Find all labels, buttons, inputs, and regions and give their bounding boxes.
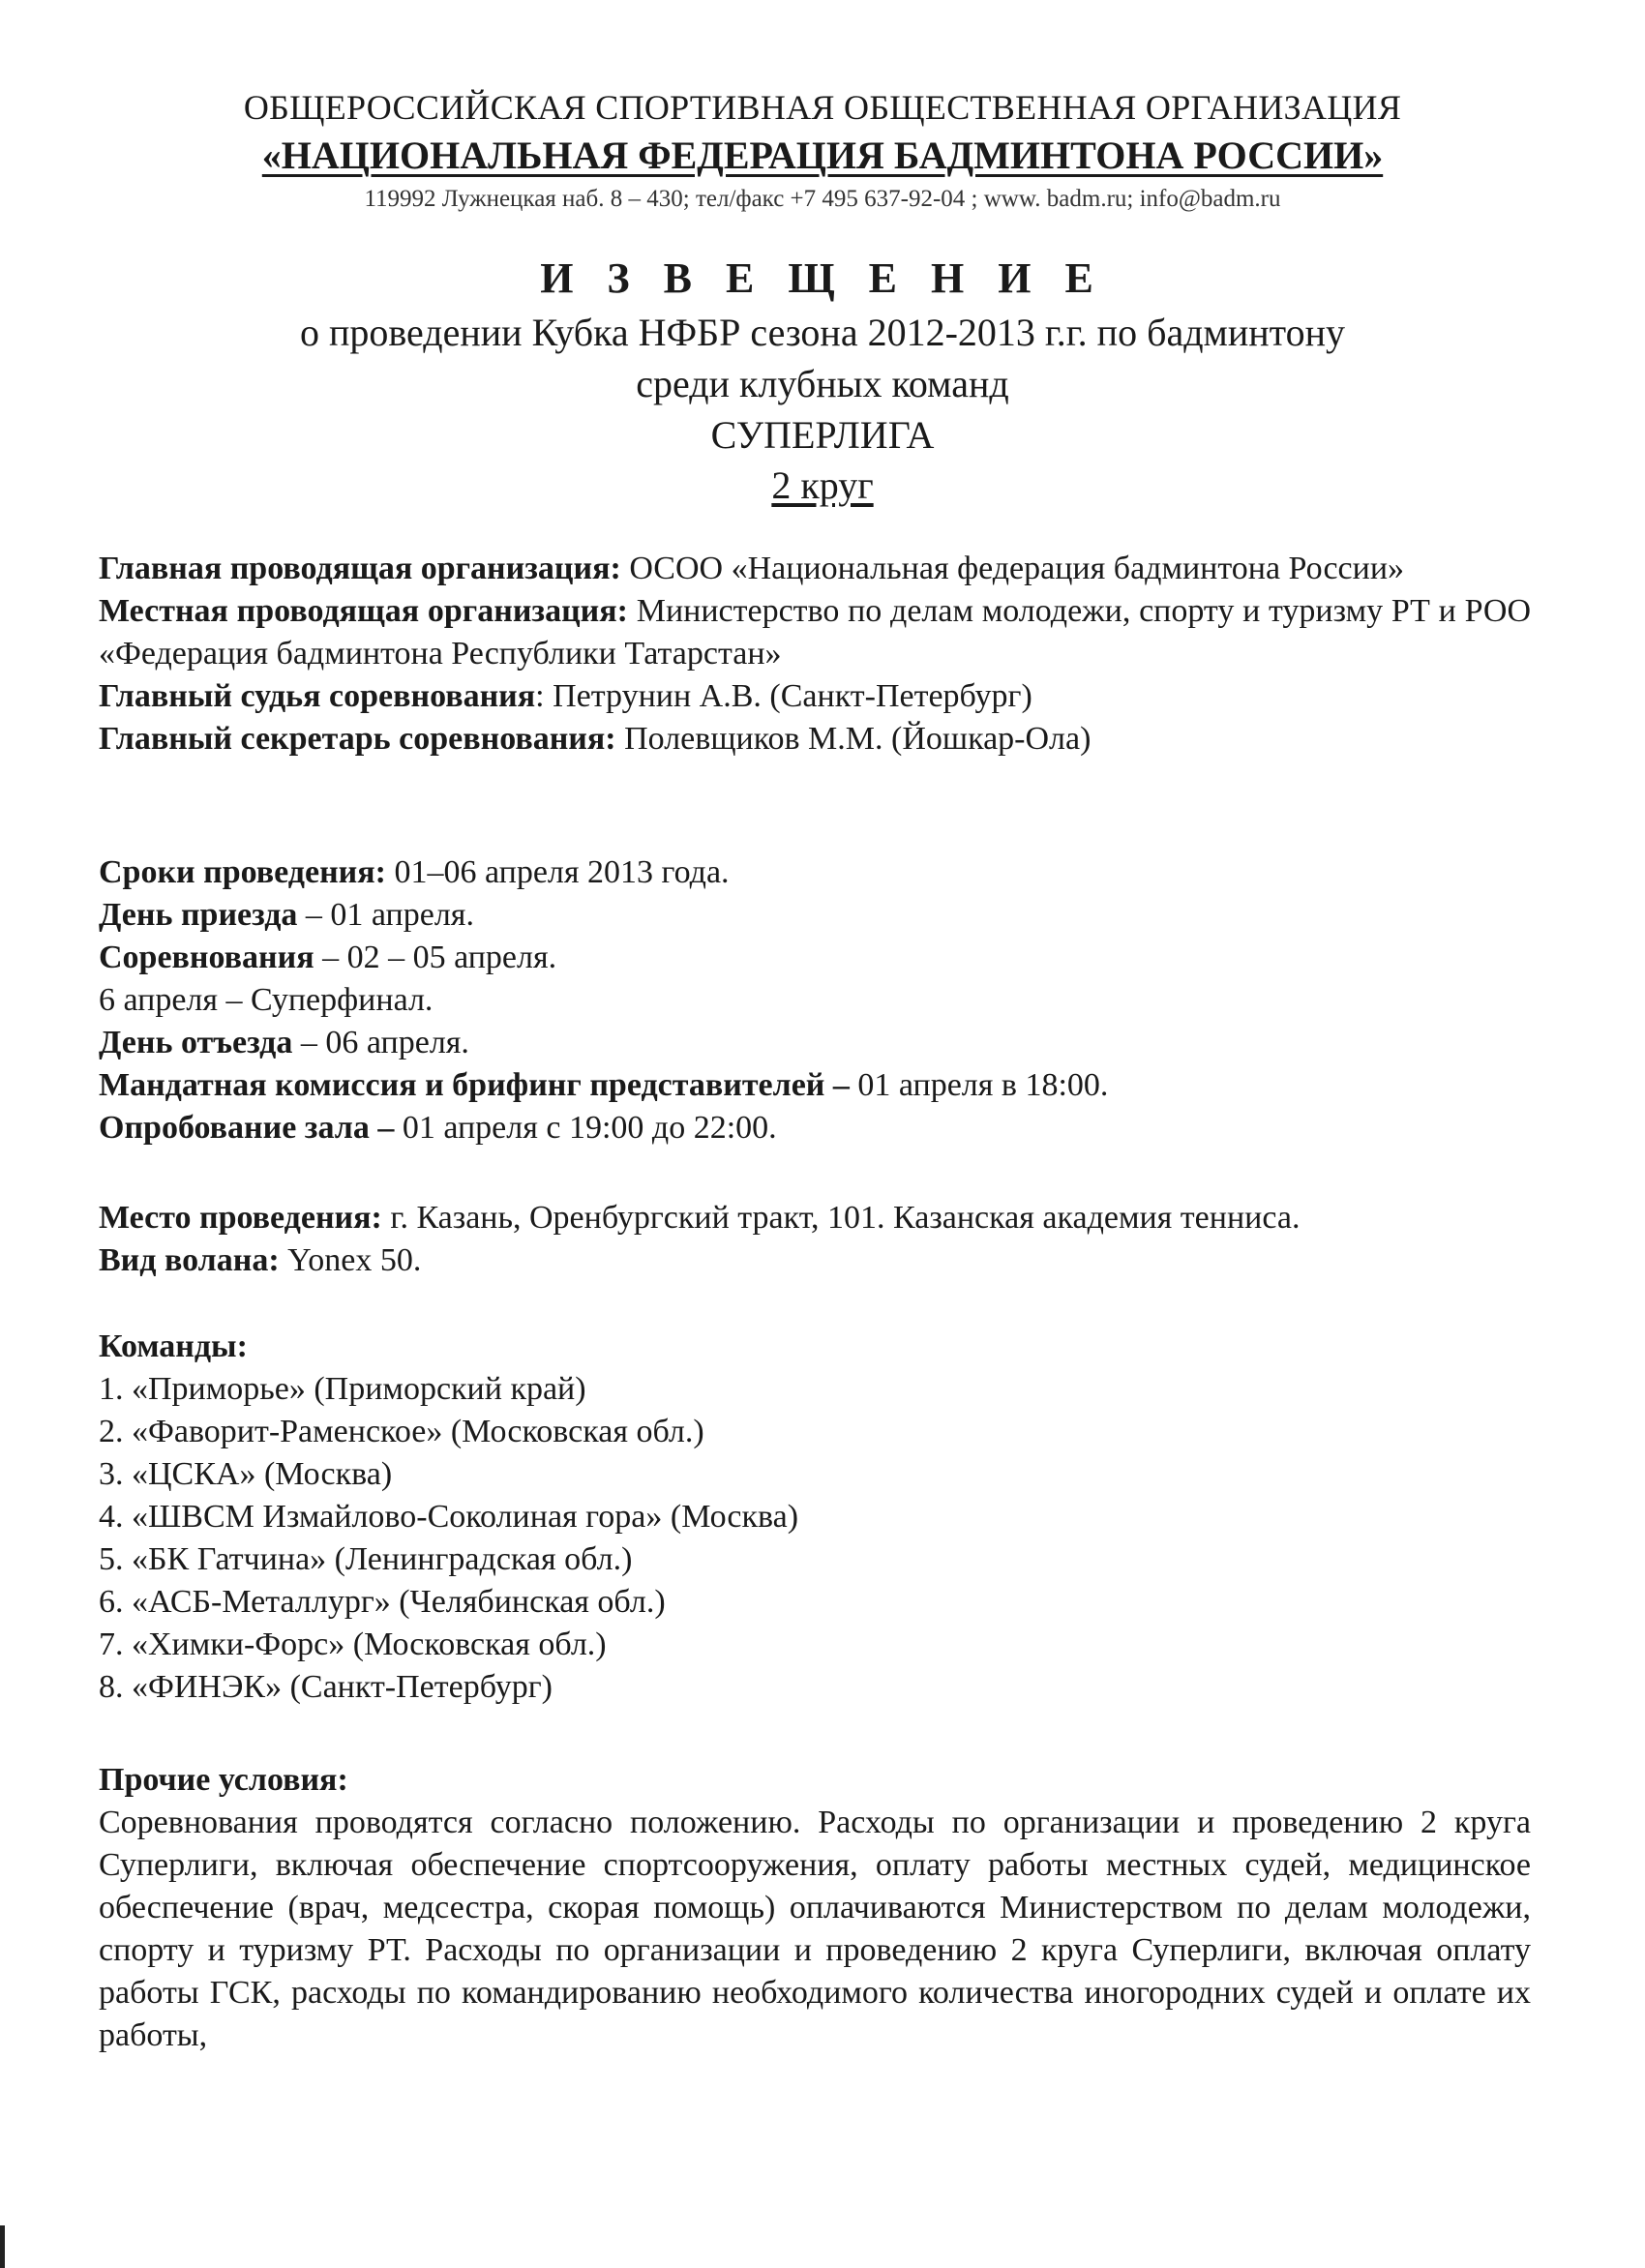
briefing — [99, 1064, 1531, 1107]
main-organizer-value: ОСОО «Национальная федерация бадминтона России» — [629, 551, 1405, 586]
arrival-day — [99, 894, 1531, 937]
notice-round: 2 круг — [771, 463, 874, 507]
shuttle-type-value: Yonex 50. — [287, 1242, 422, 1278]
local-organizer-label: Местная проводящая организация: — [99, 593, 628, 629]
org-heading: ОБЩЕРОССИЙСКАЯ СПОРТИВНАЯ ОБЩЕСТВЕННАЯ ОРГАНИЗАЦИЯ — [243, 88, 1402, 127]
venue-place-value: г. Казань, Оренбургский тракт, 101. Казанская академия тенниса. — [390, 1200, 1301, 1236]
event-dates — [99, 851, 1531, 894]
venue-place-label: Место проведения: — [99, 1200, 382, 1236]
main-organizer-label: Главная проводящая организация: — [99, 551, 621, 586]
conditions-heading: Прочие условия: — [99, 1762, 348, 1798]
event-dates-label: Сроки проведения: — [99, 854, 386, 890]
conditions-section — [99, 1759, 1531, 2057]
venue-place — [99, 1197, 1531, 1239]
arrival-day-label: День приезда — [99, 897, 298, 933]
departure-day-label: День отъезда — [99, 1025, 293, 1060]
teams-heading: Команды: — [99, 1328, 248, 1364]
team-item: 8. «ФИНЭК» (Санкт-Петербург) — [99, 1669, 553, 1705]
notice-subtitle-3: СУПЕРЛИГА — [710, 413, 935, 457]
team-item: 4. «ШВСМ Измайлово-Соколиная гора» (Москва) — [99, 1499, 799, 1535]
arrival-day-value: – 01 апреля. — [305, 897, 474, 933]
chief-judge-label: Главный судья соревнования — [99, 678, 536, 714]
contact-address: 119992 Лужнецкая наб. 8 – 430; тел/факс +7 495 637-92-04 ; www. badm.ru; info@badm.ru — [364, 186, 1281, 212]
shuttle-type-label: Вид волана: — [99, 1242, 280, 1278]
venue-section — [99, 1197, 1531, 1282]
main-organizer — [99, 548, 1531, 590]
shuttle-type — [99, 1239, 1531, 1282]
team-item: 6. «АСБ-Металлург» (Челябинская обл.) — [99, 1584, 666, 1620]
schedule-section — [99, 851, 1531, 1149]
departure-day-value: – 06 апреля. — [300, 1025, 469, 1060]
team-item: 3. «ЦСКА» (Москва) — [99, 1456, 393, 1492]
scan-edge-mark — [0, 2225, 5, 2268]
departure-day — [99, 1022, 1531, 1064]
notice-subtitle-2: среди клубных команд — [636, 362, 1009, 405]
team-item: 2. «Фаворит-Раменское» (Московская обл.) — [99, 1414, 704, 1449]
chief-secretary — [99, 718, 1531, 761]
briefing-label: Мандатная комиссия и брифинг представителей – — [99, 1067, 850, 1103]
chief-judge-value: : Петрунин А.В. (Санкт-Петербург) — [535, 678, 1032, 714]
briefing-value: 01 апреля в 18:00. — [857, 1067, 1109, 1103]
competition-days-value: – 02 – 05 апреля. — [322, 940, 557, 975]
team-item: 5. «БК Гатчина» (Ленинградская обл.) — [99, 1541, 633, 1577]
notice-title: И З В Е Щ Е Н И Е — [540, 254, 1105, 302]
team-item: 1. «Приморье» (Приморский край) — [99, 1371, 586, 1407]
chief-secretary-value: Полевщиков М.М. (Йошкар-Ола) — [624, 721, 1092, 757]
federation-name: «НАЦИОНАЛЬНАЯ ФЕДЕРАЦИЯ БАДМИНТОНА РОССИИ» — [261, 134, 1384, 177]
local-organizer — [99, 590, 1531, 675]
event-dates-value: 01–06 апреля 2013 года. — [394, 854, 730, 890]
superfinal-day: 6 апреля – Суперфинал. — [99, 982, 434, 1018]
chief-secretary-label: Главный секретарь соревнования: — [99, 721, 616, 757]
organizers-section — [99, 548, 1531, 761]
conditions-text: Соревнования проводятся согласно положению. Расходы по организации и проведению 2 круга Суперлиги, включая обеспечение спортсооружения, оплату работы местных судей, медицинское обеспечение (врач, медсестра, скорая помощь) оплачиваются Министерством по делам молодежи, спорту и туризму РТ. Расходы по организации и проведению 2 круга Суперлиги, включая оплату работы ГСК, расходы по командированию необходимого количества иногородних судей и оплате их работы, — [99, 1805, 1531, 2053]
hall-testing-value: 01 апреля с 19:00 до 22:00. — [402, 1110, 777, 1146]
local-organizer-value: Министерство по делам молодежи, спорту и туризму РТ и РОО «Федерация бадминтона Республики Татарстан» — [99, 593, 1532, 671]
notice-subtitle-1: о проведении Кубка НФБР сезона 2012-2013 г.г. по бадминтону — [299, 311, 1346, 354]
competition-days-label: Соревнования — [99, 940, 314, 975]
teams-section — [99, 1326, 1531, 1709]
hall-testing — [99, 1107, 1531, 1149]
hall-testing-label: Опробование зала – — [99, 1110, 395, 1146]
team-item: 7. «Химки-Форс» (Московская обл.) — [99, 1626, 607, 1662]
competition-days — [99, 937, 1531, 979]
chief-judge — [99, 675, 1531, 718]
